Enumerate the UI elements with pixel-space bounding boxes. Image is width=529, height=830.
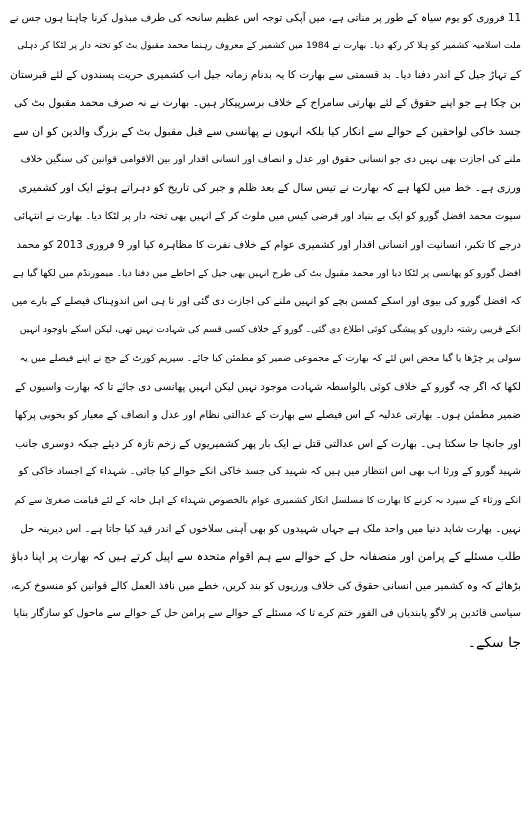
text-line: سیاسی قائدین پر لاگو پابندیاں فی الفور ختم کرے تا کہ مسئلے کے حوالے سے پرامن حل کے حوالے سے ماحول کو سازگار بنایا: [13, 608, 521, 620]
text-line: ضمیر مطمئن ہوں۔ بھارتی عدلیہ کے اس فیصلے سے بھارت کے عدالتی نظام اور عدل و انصاف کے معیار کو بخوبی پرکھا: [14, 409, 521, 422]
text-line: جا سکے۔: [467, 634, 521, 651]
article-body: [10, 4, 521, 657]
text-line: انکے قریبی رشتہ داروں کو پیشگی کوئی اطلاع دی گئی۔ گورو کے خلاف کسی قسم کی شہادت نہیں تھی، لیکن اسکے باوجود انہیں: [19, 324, 521, 336]
text-line: شہید گورو کے ورثا اب بھی اس انتظار میں ہیں کہ شہید کی جسد خاکی انکے حوالے کیا جائی۔ شہداء کے اجساد خاکی کو: [18, 466, 521, 478]
text-line: ورزی ہے۔ خط میں لکھا ہے کہ بھارت نے تیس سال کے بعد ظلم و جبر کی تاریخ کو دہراتے ہوئے ایک اور کشمیری: [18, 181, 521, 195]
text-line: نہیں۔ بھارت شاید دنیا میں واحد ملک ہے جہاں شہیدوں کو بھی آہنی سلاخوں کے اندر قید کیا جاتا ہے۔ اس دیرینہ حل: [20, 523, 521, 536]
text-line: بڑھائے کہ وہ کشمیر میں انسانی حقوق کی خلاف ورزیوں کو بند کریں، خطے میں نافذ العمل کالے قوانین کو منسوخ کرے،: [11, 579, 521, 592]
text-line: سپوت محمد افضل گورو کو ایک بے بنیاد اور فرضی کیس میں ملوث کر کے انہیں بھی تختہ دار پر لٹکا دیا۔ بھارت نے انتہائی: [13, 210, 521, 222]
text-line: افضل گورو کو پھانسی پر لٹکا دیا اور محمد مقبول بٹ کی طرح انہیں بھی جیل کے احاطے میں دفنا دیا۔ میمورنڈم میں لکھا گیا ہے: [12, 267, 521, 279]
text-line: ملنے کی اجازت بھی نہیں دی جو انسانی حقوق اور عدل و انصاف اور انسانی اقدار اور بین الاقوامی قوانین کی سنگین خلاف: [20, 153, 521, 165]
text-line: جسد خاکی لواحقین کے حوالے سے انکار کیا بلکہ انہوں نے پھانسی سے قبل مقبول بٹ کے بزرگ والدین کو ان سے: [12, 124, 521, 138]
text-line: لکھا کہ اگر چہ گورو کے خلاف کوئی بالواسطہ شہادت موجود نہیں لیکن انہیں پھانسی دی جائے تا کہ بھارت واسیوں کے: [15, 381, 521, 394]
text-line: انکے ورثاء کے سپرد نہ کرنے کا بھارت کا مسلسل انکار کشمیری عوام بالخصوص شہداء کے اہل خانہ کے لئے قیامت صغریٰ سے کم: [14, 494, 521, 506]
text-line: بن چکا ہے جو اپنے حقوق کے لئے بھارتی سامراج کے خلاف برسرپیکار ہیں۔ بھارت نے نہ صرف محمد مقبول بٹ کی: [13, 96, 521, 110]
text-line: اور جانچا جا سکتا ہی۔ بھارت کے اس عدالتی قتل نے ایک بار پھر کشمیریوں کے زخم تازہ کر دیئے جبکہ دوسری جانب: [15, 437, 521, 450]
text-line: سولی پر چڑھا یا گیا محض اس لئے کہ بھارت کے مجموعی ضمیر کو مطمئن کیا جائے۔ سپریم کورٹ کے جج نے اپنے فیصلے میں یہ: [19, 352, 521, 364]
text-line: ملت اسلامیہ کشمیر کو ہلا کر رکھ دیا۔ بھارت نے 1984 میں کشمیر کے معروف رہنما محمد مقبول بٹ کو تختہ دار پر لٹکا کر دہلی: [17, 40, 521, 52]
text-line: 11 فروری کو یوم سیاہ کے طور پر مناتی ہے، میں آپکی توجہ اس عظیم سانحہ کی طرف مبذول کرنا چاہتا ہوں جس نے: [9, 12, 521, 24]
text-line: کے تہاڑ جیل کے اندر دفنا دیا۔ بد قسمتی سے بھارت کا یہ بدنام زمانہ جیل اب کشمیری حریت پسندوں کے لئے قبرستان: [10, 68, 521, 81]
text-line: درجے کا تکبر، انسانیت اور انسانی اقدار اور کشمیری عوام کے خلاف نفرت کا مظاہرہ کیا اور 9 فروری 2013 کو محمد: [16, 239, 521, 252]
text-line: کہ افضل گورو کی بیوی اور اسکے کمسن بچے کو انہیں ملنے کی اجازت دی گئی اور نا ہی اس اندوہناک فیصلے کے بارے میں: [11, 295, 521, 307]
text-line: طلب مسئلے کے پرامن اور منصفانہ حل کے حوالے سے ہم اقوام متحدہ سے اپیل کرتے ہیں کہ بھارت پر اپنا دباؤ: [11, 550, 521, 564]
